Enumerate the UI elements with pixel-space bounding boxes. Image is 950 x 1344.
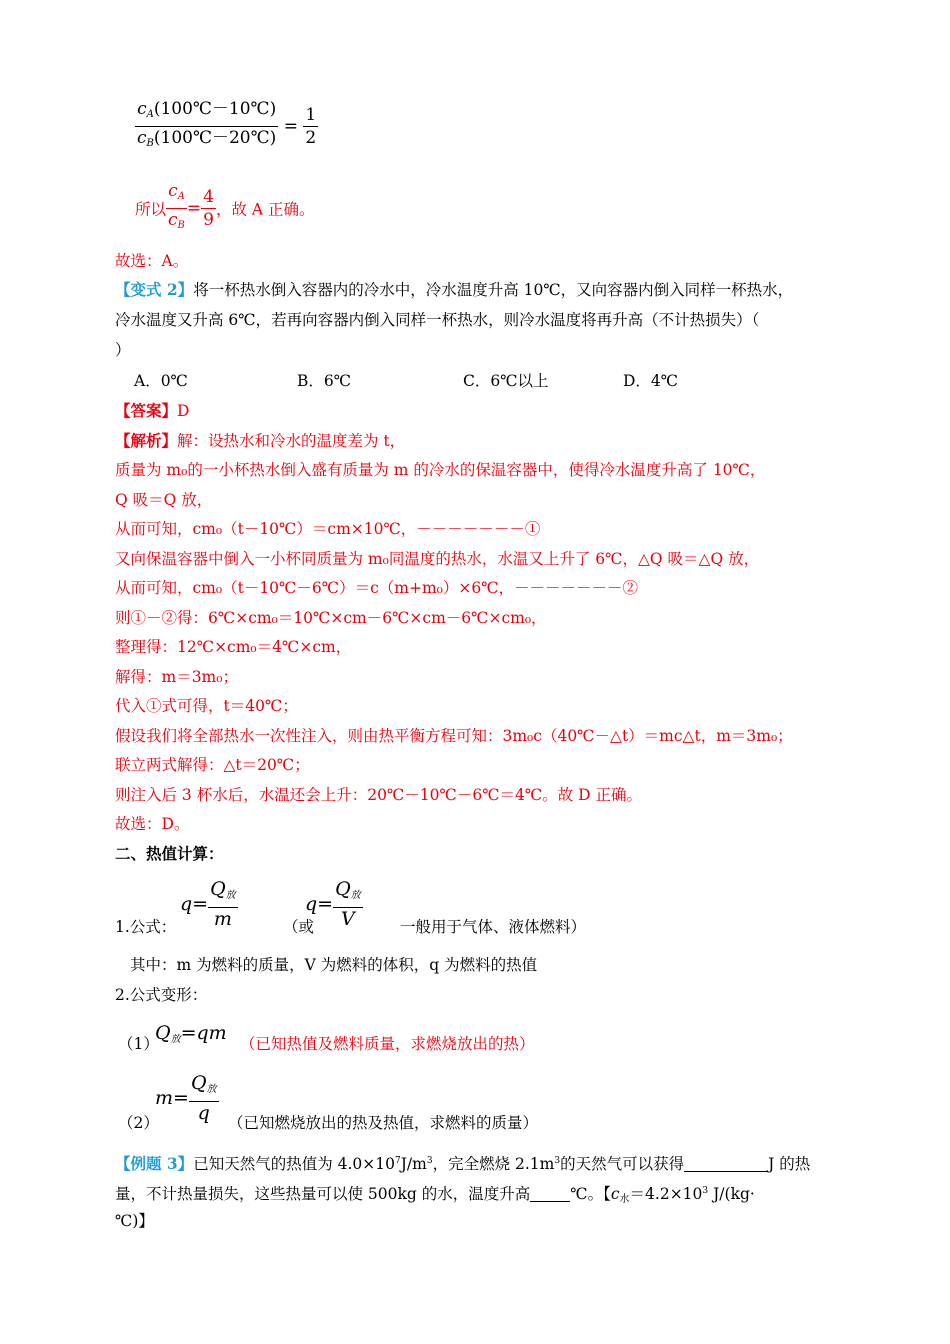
example3-text: J 的热 xyxy=(768,1155,811,1173)
analysis-line-9: 代入①式可得，t＝40℃； xyxy=(115,697,298,715)
conclusion-suffix: ，故 A 正确。 xyxy=(215,200,315,219)
result-denominator: 2 xyxy=(305,128,317,148)
equals-sign: = xyxy=(192,893,209,915)
unit-text: J/m xyxy=(400,1155,427,1173)
transform2-label: （2） xyxy=(118,1114,159,1132)
example3-text: ，完全燃烧 2.1m xyxy=(432,1155,555,1173)
V-symbol: V xyxy=(341,908,355,930)
subscript-release: 放 xyxy=(206,1084,217,1095)
analysis-line-6: 则①－②得：6℃×cm₀＝10℃×cm－6℃×cm－6℃×cm₀， xyxy=(115,609,547,627)
equals-sign: = xyxy=(317,893,334,915)
example3-text: 已知天然气的热值为 4.0×10 xyxy=(193,1155,395,1173)
qm-expression: =qm xyxy=(180,1022,227,1044)
exponent: 3 xyxy=(554,1156,561,1166)
Q-symbol: Q xyxy=(335,878,351,900)
option-c: C．6℃以上 xyxy=(463,372,549,390)
c-symbol: c xyxy=(137,128,147,148)
answer-value: D xyxy=(177,402,190,420)
fraction-q-q xyxy=(189,1072,219,1124)
formula-q-over-m xyxy=(180,878,238,930)
result-denominator: 9 xyxy=(203,210,214,230)
c-symbol: c xyxy=(168,181,178,201)
variant2-line2: 冷水温度又升高 6℃，若再向容器内倒入同样一杯热水，则冷水温度将再升高（不计热损失）（ xyxy=(115,311,760,329)
conclusion-fraction xyxy=(166,180,187,237)
m-symbol: m xyxy=(213,908,232,930)
analysis-line-5: 从而可知，cm₀（t－10℃－6℃）＝c（m+m₀）×6℃，－－－－－－－② xyxy=(115,579,639,597)
example3-text: 的天然气可以获得 xyxy=(560,1155,685,1173)
Q-symbol: Q xyxy=(210,878,226,900)
m-symbol: m xyxy=(155,1087,174,1109)
transform2-note: （已知燃烧放出的热及热值，求燃料的质量） xyxy=(228,1114,539,1132)
q-symbol: q xyxy=(305,893,318,915)
subscript-water: 水 xyxy=(619,1194,630,1205)
analysis-line-8: 解得：m＝3m₀； xyxy=(115,668,238,686)
answer-line xyxy=(115,400,189,422)
transform1-label: （1） xyxy=(118,1035,159,1053)
analysis-line-12: 则注入后 3 杯水后，水温还会上升：20℃－10℃－6℃＝4℃。故 D 正确。 xyxy=(115,786,643,804)
analysis-line-4: 又向保温容器中倒入一小杯同质量为 m₀同温度的热水，水温又上升了 6℃，△Q 吸＝△Q 放， xyxy=(115,550,760,568)
ratio-equation xyxy=(135,98,318,155)
example3-line1 xyxy=(115,1150,810,1175)
analysis-line-3: 从而可知，cm₀（t－10℃）＝cm×10℃，－－－－－－－① xyxy=(115,520,541,538)
analysis-line-1: 质量为 m₀的一小杯热水倒入盛有质量为 m 的冷水的保温容器中，使得冷水温度升高了 10℃， xyxy=(115,461,766,479)
analysis-line-11: 联立两式解得：△t＝20℃； xyxy=(115,756,310,774)
analysis-line-10: 假设我们将全部热水一次性注入，则由热平衡方程可知：3m₀c（40℃－△t）＝mc△t，m＝3m₀； xyxy=(115,727,793,745)
answer-choice-a: 故选：A。 xyxy=(115,252,189,270)
analysis-line-13: 故选：D。 xyxy=(115,815,190,833)
example3-line2 xyxy=(115,1180,755,1211)
equals-sign: = xyxy=(283,116,298,137)
formula-q-eq-qm xyxy=(155,1022,227,1045)
subscript-release: 放 xyxy=(170,1034,181,1045)
c-symbol: c xyxy=(137,99,147,119)
transform-label: 2.公式变形： xyxy=(115,986,208,1004)
formula-label: 1.公式： xyxy=(115,918,177,936)
transform1-note: （已知热值及燃料质量，求燃烧放出的热） xyxy=(240,1035,535,1053)
variant2-line3: ） xyxy=(115,341,131,359)
subscript-release: 放 xyxy=(350,890,361,901)
result-numerator: 4 xyxy=(203,187,214,207)
equals-sign: = xyxy=(173,1087,189,1109)
subscript-b: B xyxy=(146,138,154,149)
formula-note: 一般用于气体、液体燃料） xyxy=(400,918,587,936)
example3-line3: ℃)】 xyxy=(115,1212,154,1230)
analysis-text: 解：设热水和冷水的温度差为 t， xyxy=(177,432,406,450)
ratio-fraction xyxy=(135,98,278,155)
example3-text: ＝4.2×10 xyxy=(629,1185,703,1203)
result-fraction xyxy=(303,104,318,149)
exponent: 3 xyxy=(426,1156,433,1166)
where-text: 其中：m 为燃料的质量，V 为燃料的体积，q 为燃料的热值 xyxy=(130,956,538,974)
analysis-tag: 【解析】 xyxy=(115,431,178,450)
conclusion-prefix: 所以 xyxy=(135,200,167,219)
fraction-q-v xyxy=(333,878,363,930)
option-a: A．0℃ xyxy=(134,372,188,390)
variant2-line1 xyxy=(115,279,793,301)
Q-symbol: Q xyxy=(190,1072,207,1094)
variant2-text: 将一杯热水倒入容器内的冷水中，冷水温度升高 10℃，又向容器内倒入同样一杯热水， xyxy=(193,281,794,299)
subscript-a: A xyxy=(146,109,154,120)
variant2-tag: 【变式 2】 xyxy=(115,280,194,299)
result-numerator: 1 xyxy=(305,105,317,125)
unit-text: J/(kg· xyxy=(708,1185,755,1203)
denominator-expression: (100℃－20℃) xyxy=(153,128,277,148)
option-b: B．6℃ xyxy=(297,372,352,390)
c-symbol: c xyxy=(610,1185,620,1203)
analysis-line-0 xyxy=(115,430,405,452)
subscript-b: B xyxy=(177,220,185,231)
analysis-line-2: Q 吸＝Q 放， xyxy=(115,491,213,509)
fraction-q-m xyxy=(208,878,238,930)
exponent: 7 xyxy=(394,1156,401,1166)
answer-blank-temperature[interactable] xyxy=(530,1185,570,1202)
example3-text: 量，不计热量损失，这些热量可以使 500kg 的水，温度升高 xyxy=(115,1185,531,1203)
analysis-line-7: 整理得：12℃×cm₀＝4℃×cm， xyxy=(115,638,352,656)
example3-tag: 【例题 3】 xyxy=(115,1154,194,1173)
answer-blank-heat[interactable] xyxy=(684,1155,768,1172)
subscript-release: 放 xyxy=(225,890,236,901)
subscript-a: A xyxy=(177,191,185,202)
numerator-expression: (100℃－10℃) xyxy=(153,99,277,119)
conclusion-line xyxy=(135,180,315,237)
exponent: 3 xyxy=(702,1186,709,1196)
or-text: （或 xyxy=(283,918,315,936)
Q-symbol: Q xyxy=(155,1022,171,1044)
formula-m-eq-q-over-q xyxy=(155,1072,219,1124)
conclusion-result xyxy=(201,186,216,231)
q-symbol: q xyxy=(197,1102,210,1124)
q-symbol: q xyxy=(180,893,193,915)
example3-text: ℃。【 xyxy=(570,1185,611,1203)
answer-tag: 【答案】 xyxy=(115,401,178,420)
c-symbol: c xyxy=(168,210,178,230)
option-d: D．4℃ xyxy=(623,372,679,390)
section2-heading: 二、热值计算： xyxy=(115,844,224,863)
formula-q-over-v xyxy=(305,878,363,930)
equals-sign: = xyxy=(186,198,202,219)
